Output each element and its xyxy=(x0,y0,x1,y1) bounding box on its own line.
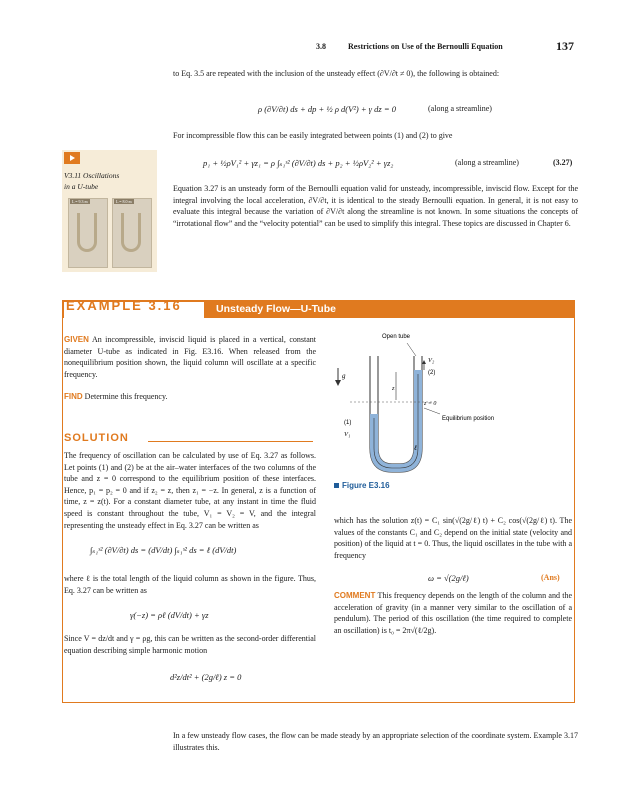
frequency-equation: ω = √(2g/ℓ) xyxy=(428,573,469,583)
equation-2-tag: (along a streamline) xyxy=(455,158,519,167)
figure-caption-marker xyxy=(334,483,339,488)
gravity-arrow-head xyxy=(335,380,341,386)
video-title xyxy=(64,170,154,192)
find-text: Determine this frequency. xyxy=(84,392,168,401)
u-tube-icon xyxy=(77,213,97,252)
section-title: Restrictions on Use of the Bernoulli Equation xyxy=(348,42,503,51)
given-keyword: GIVEN xyxy=(64,335,89,344)
example-title: Unsteady Flow—U-Tube xyxy=(216,303,336,315)
solution-paragraph-2: where ℓ is the total length of the liquid column as shown in the figure. Thus, Eq. 3.27 can be written as xyxy=(64,574,316,595)
solution-heading: SOLUTION xyxy=(64,432,129,444)
comment-block xyxy=(334,590,572,636)
intro-paragraph-1: to Eq. 3.5 are repeated with the inclusion of the unsteady effect (∂V/∂t ≠ 0), the following is obtained: xyxy=(173,69,500,78)
answer-tag: (Ans) xyxy=(541,573,560,582)
thumbnail-1-label: L = 9.3 m xyxy=(72,199,88,204)
equation-unsteady-differential: ρ (∂V/∂t) ds + dp + ½ ρ d(V²) + γ dz = 0 xyxy=(258,104,396,114)
z-zero-label: z = 0 xyxy=(424,401,437,407)
solution-equation-harmonic: d²z/dt² + (2g/ℓ) z = 0 xyxy=(170,672,242,682)
z-label: z xyxy=(392,385,395,392)
given-text: An incompressible, inviscid liquid is placed in a vertical, constant diameter U-tube as indicated in Fig. E3.16. When released from the nonequilibrium position shown, the liquid column will oscillate at a specific frequency. xyxy=(64,335,316,379)
point-2-label: (2) xyxy=(428,370,436,376)
v2-arrow-head xyxy=(422,360,426,364)
v1-label: V₁ xyxy=(344,431,351,438)
video-thumbnail-2[interactable] xyxy=(112,198,152,268)
thumbnail-2-label: L = 8.0 m xyxy=(116,199,132,204)
solution-paragraph-3: Since V = dz/dt and γ = ρg, this can be written as the second-order differential equation describing simple harmonic motion xyxy=(64,634,316,655)
video-title-line-2: in a U-tube xyxy=(64,182,99,191)
video-thumbnail-1[interactable] xyxy=(68,198,108,268)
intro-paragraph-2: For incompressible flow this can be easily integrated between points (1) and (2) to give xyxy=(173,131,453,140)
footer-paragraph: In a few unsteady flow cases, the flow can be made steady by an appropriate selection of the coordinate system. Example 3.17 illustrates this. xyxy=(173,731,578,752)
equilibrium-label: Equilibrium position xyxy=(442,416,495,422)
solution-equation-integral: ∫ₛ₁ˢ² (∂V/∂t) ds = (dV/dt) ∫ₛ₁ˢ² ds = ℓ (dV/dt) xyxy=(90,545,237,555)
point-1-label: (1) xyxy=(344,420,352,426)
equation-number: (3.27) xyxy=(553,158,573,167)
video-title-line-1: V3.11 Oscillations xyxy=(64,171,120,180)
example-label: EXAMPLE 3.16 xyxy=(66,298,182,313)
intro-paragraph-3: Equation 3.27 is an unsteady form of the Bernoulli equation valid for unsteady, incompressible, inviscid flow. Except for the integral involving the local acceleration, ∂V/∂t, it is identical to the steady Bernoulli equation. In general, it is not easy to evaluate this integral because the variation of ∂V/∂t along the streamline is not known. In some situations the concepts of “irrotational flow” and the “velocity potential” can be used to simplify this integral. These topics are discussed in Chapter 6. xyxy=(173,184,578,228)
open-tube-label: Open tube xyxy=(381,334,411,340)
figure-caption: Figure E3.16 xyxy=(342,481,390,490)
v2-label: V₂ xyxy=(428,357,435,364)
play-icon[interactable] xyxy=(70,155,75,161)
equilibrium-leader xyxy=(424,408,440,414)
section-number: 3.8 xyxy=(316,42,326,51)
solution-right-paragraph: which has the solution z(t) = C₁ sin(√(2g/ℓ) t) + C₂ cos(√(2g/ℓ) t). The values of the constants C₁ and C₂ depend on the initial state (velocity and position) of the liquid at t = 0. Thus, the liquid oscillates in the tube with a frequency xyxy=(334,516,572,560)
u-tube-icon xyxy=(121,213,141,252)
equation-3-27: p₁ + ½ρV₁² + γz₁ = ρ ∫ₛ₁ˢ² (∂V/∂t) ds + p₂ + ½ρV₂² + γz₂ xyxy=(203,158,394,168)
equation-1-tag: (along a streamline) xyxy=(428,104,492,113)
length-label: ℓ xyxy=(414,444,417,452)
solution-paragraph-1: The frequency of oscillation can be calculated by use of Eq. 3.27 as follows. Let points (1) and (2) be at the air–water interfaces of the two columns of the tube and z = 0 correspond to the equilibrium position of these interfaces. Hence, p₁ = p₂ = 0 and if z₂ = z, then z₁ = −z. In general, z is a function of time, z = z(t). For a constant diameter tube, at any instant in time the fluid speed is constant throughout the tube, V₁ = V₂ = V, and the integral representing the unsteady effect in Eq. 3.27 can be written as xyxy=(64,451,316,530)
comment-text: This frequency depends on the length of the column and the acceleration of gravity (in a manner very similar to the oscillation of a pendulum). The period of this oscillation (the time required to complete an oscillation) is t₀ = 2π√(ℓ/2g). xyxy=(334,591,572,635)
given-block xyxy=(64,334,316,380)
solution-rule xyxy=(148,441,313,442)
open-tube-leader xyxy=(407,343,416,356)
solution-equation-momentum: γ(−z) = ρℓ (dV/dt) + γz xyxy=(130,610,209,620)
find-block xyxy=(64,391,316,403)
comment-keyword: COMMENT xyxy=(334,591,376,600)
gravity-label: g xyxy=(342,372,346,380)
page-number: 137 xyxy=(556,39,574,53)
find-keyword: FIND xyxy=(64,392,83,401)
figure-u-tube xyxy=(330,328,574,478)
